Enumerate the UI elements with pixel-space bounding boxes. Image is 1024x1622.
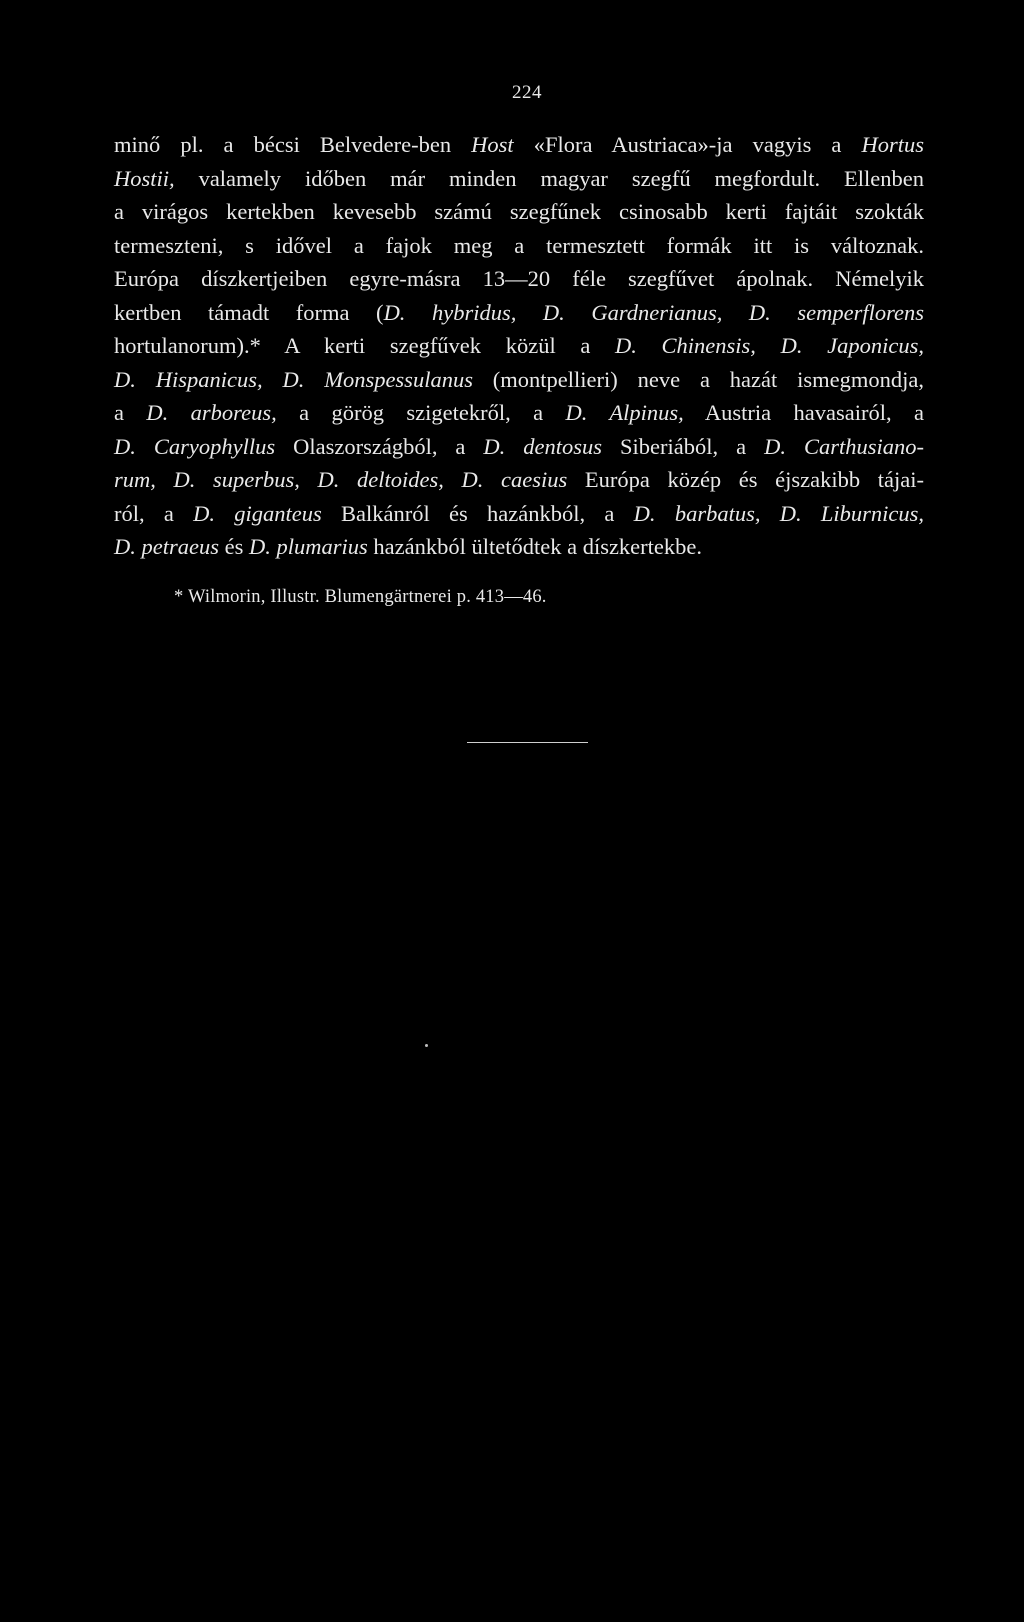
italic-span: D. dentosus <box>483 433 603 459</box>
text-span: Olaszországból, a <box>275 433 484 459</box>
text-span: Európa közép és éjszakibb tájai- <box>567 467 924 492</box>
italic-span: D. Chinensis, D. Japonicus, <box>615 333 924 358</box>
text-span: hazánkból ültetődtek a díszkertekbe. <box>367 534 703 559</box>
body-paragraph <box>114 128 924 564</box>
text-line <box>114 497 924 531</box>
italic-span: D. Hispanicus, D. Monspessulanus <box>114 366 473 392</box>
italic-span: D. Alpinus, <box>565 400 684 425</box>
text-line <box>114 430 924 464</box>
italic-span: D. arboreus, <box>146 400 277 425</box>
text-line <box>114 530 924 564</box>
italic-span: D. Caryophyllus <box>114 433 276 459</box>
text-line <box>114 329 924 363</box>
page-number: 224 <box>512 82 542 103</box>
text-span: kertben támadt forma ( <box>114 299 384 325</box>
text-span: termeszteni, s idővel a fajok meg a termesztett formák itt is változnak. <box>114 232 924 258</box>
italic-span: Hortus <box>861 132 924 157</box>
print-speck <box>425 1044 428 1047</box>
text-span: valamely időben már minden magyar szegfű megfordult. Ellenben <box>174 165 924 191</box>
text-line <box>114 396 924 430</box>
text-line <box>114 463 924 497</box>
text-line <box>114 195 924 229</box>
text-line <box>114 363 924 397</box>
text-span: a <box>114 400 147 425</box>
italic-span: Host <box>471 132 514 157</box>
text-line <box>114 229 924 263</box>
italic-span: D. hybridus, D. Gardnerianus, D. semperflorens <box>383 299 924 325</box>
text-span: minő pl. a bécsi Belvedere-ben <box>114 132 472 157</box>
text-span: a virágos kertekben kevesebb számú szegfűnek csinosabb kerti fajtáit szokták <box>114 199 924 224</box>
italic-span: D. plumarius <box>249 534 368 559</box>
text-line <box>114 296 924 330</box>
text-span: Siberiából, a <box>602 433 765 459</box>
text-span: «Flora Austriaca»-ja vagyis a <box>513 132 862 157</box>
text-line <box>114 162 924 196</box>
text-line <box>114 262 924 296</box>
text-span: és <box>219 534 249 559</box>
text-span: Austria havasairól, a <box>683 400 924 425</box>
italic-span: D. petraeus <box>114 534 219 559</box>
text-line <box>114 128 924 162</box>
italic-span: Hostii, <box>114 165 175 191</box>
italic-span: D. Carthusiano- <box>764 433 925 459</box>
italic-span: D. giganteus <box>193 500 322 526</box>
text-span: a görög szigetekről, a <box>276 400 566 425</box>
italic-span: rum, D. superbus, D. deltoides, D. caesius <box>114 467 568 492</box>
text-span: Balkánról és hazánkból, a <box>321 500 634 526</box>
italic-span: D. barbatus, D. Liburnicus, <box>633 500 924 526</box>
text-span: (montpellieri) neve a hazát ismegmondja, <box>472 366 924 392</box>
text-span: ).* A kerti szegfűvek közül a <box>236 333 616 358</box>
text-span: Európa díszkertjeiben egyre-másra 13—20 féle szegfűvet ápolnak. Némelyik <box>114 266 924 291</box>
section-divider <box>467 742 588 743</box>
text-span: hortulanorum <box>114 333 237 358</box>
footnote: * Wilmorin, Illustr. Blumengärtnerei p. 413—46. <box>174 587 547 607</box>
text-span: ról, a <box>114 500 194 526</box>
